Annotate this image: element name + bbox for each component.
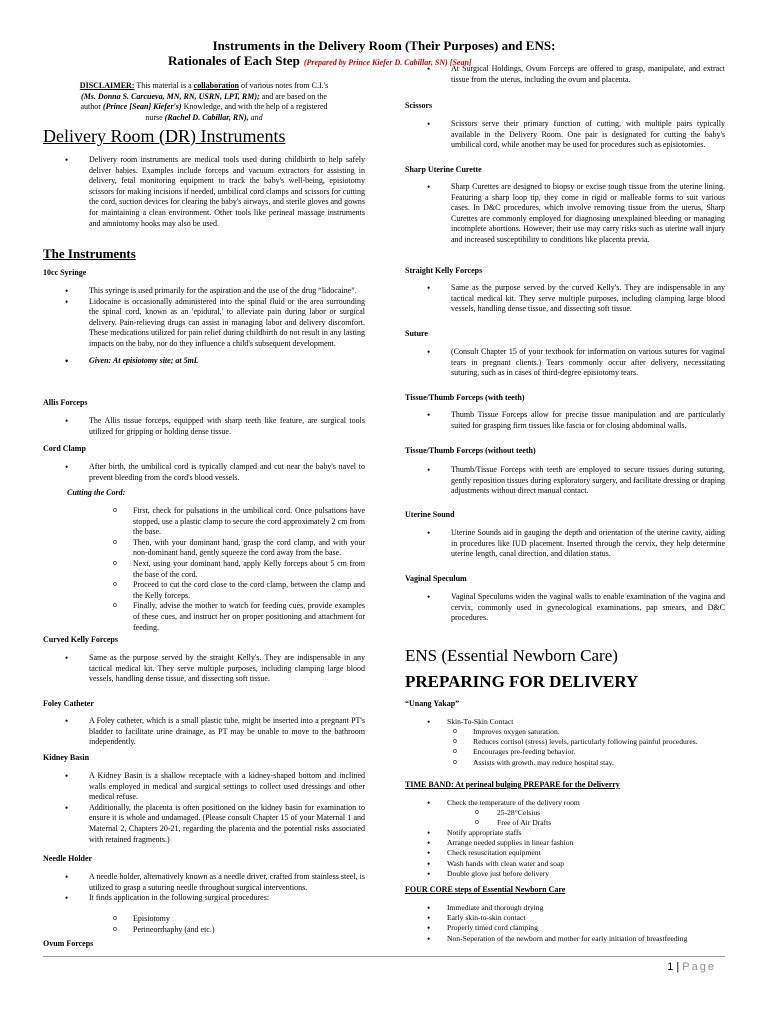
list-item: • After birth, the umbilical cord is typically clamped and cut near the baby's navel to prevent bleeding from the cord's blood vessels. xyxy=(43,462,365,483)
list-item: • Properly timed cord clamping xyxy=(405,923,725,933)
cord-clamp-list xyxy=(43,462,365,483)
suture-title: Suture xyxy=(405,329,428,338)
list-item: • (Consult Chapter 15 of your textbook for information on various sutures for vaginal tears in pregnant clients.) Tears commonly occur after delivery, necessitating suturing, such as in cases of third-degree episiotomy tears. xyxy=(405,347,725,379)
cutting-cord-label: Cutting the Cord: xyxy=(67,488,126,497)
allis-title: Allis Forceps xyxy=(43,398,88,407)
allis-list xyxy=(43,416,365,437)
timeband-list-1 xyxy=(405,798,725,808)
list-item: o 25-28°Celsius xyxy=(405,808,725,818)
timeband-sub-list xyxy=(405,808,725,828)
list-item: • Skin-To-Skin Contact xyxy=(405,717,725,727)
disclaimer: DISCLAIMER: This material is a collaboration of various notes from C.I.'s (Ms. Donna S. Carcueva, MN, RN, USRN, LPT, RM); and are based on the author (Prince [Sean] Kiefer's) Knowledge, and with the help of a registered nurse (Rachel D. Cabillar, RN), and xyxy=(79,81,329,122)
syringe-title: 10cc Syringe xyxy=(43,268,87,277)
thumb-noteeth-list xyxy=(405,465,725,497)
foley-title: Foley Catheter xyxy=(43,699,94,708)
list-item: o Free of Air Drafts xyxy=(405,818,725,828)
title-credit: (Prepared by Prince Kiefer D. Cabillar, SN) [Sean] xyxy=(303,58,472,67)
scissors-list xyxy=(405,119,725,151)
list-item: o Assists with growth. may reduce hospital stay. xyxy=(405,758,725,768)
prep-heading: PREPARING FOR DELIVERY xyxy=(405,672,639,691)
page-word: Page xyxy=(682,961,716,973)
uterine-sound-list xyxy=(405,528,725,560)
list-item: • A needle holder, alternatively known as a needle driver, crafted from stainless steel, is utilized to grasp a suturing needle throughout surgical interventions. xyxy=(43,872,365,893)
ens-heading: ENS (Essential Newborn Care) xyxy=(405,646,618,665)
speculum-list xyxy=(405,592,725,624)
list-item: o Finally, advise the mother to watch for feeding cues, provide examples of these cues, and instruct her on proper positioning and attachment for feeding. xyxy=(43,601,365,633)
syringe-list xyxy=(43,286,365,366)
list-item: • Double glove just before delivery xyxy=(405,869,725,879)
list-item: • A Kidney Basin is a shallow receptacle with a kidney-shaped bottom and inclined walls employed in medical and surgical settings to collect used dressings and other medical refuse. xyxy=(43,771,365,803)
needle-sub-list xyxy=(43,914,365,935)
list-item: • Vaginal Speculums widen the vaginal walls to enable examination of the vagina and cervix, commonly used in gynecological examinations, pap smears, and D&C procedures. xyxy=(405,592,725,624)
title-line-2: Rationales of Each Step xyxy=(168,53,300,68)
list-item: • This syringe is used primarily for the aspiration and the use of the drug “lidocaine”. xyxy=(43,286,365,297)
unang-yakap: “Unang Yakap” xyxy=(405,699,460,708)
list-item: • Sharp Curettes are designed to biopsy or excise tough tissue from the uterine lining. Featuring a sharp loop tip, they come in rigid or malleable forms to suit various cases. In D&C procedures, which involve removing tissue from the uterus, Sharp Curettes are commonly employed for diagnosing unexplained bleeding or managing incomplete abortions. However, their use may carry risks such as uterine wall injury and increased susceptibility to conditions like placenta previa. xyxy=(405,182,725,246)
instruments-heading: The Instruments xyxy=(43,246,136,261)
list-item: o Proceed to cut the cord close to the cord clamp, between the clamp and the Kelly forceps. xyxy=(43,580,365,601)
kidney-title: Kidney Basin xyxy=(43,753,90,762)
suture-list xyxy=(405,347,725,379)
needle-list xyxy=(43,872,365,904)
skin-sub-list xyxy=(405,727,725,768)
foley-list xyxy=(43,716,365,748)
list-item: • Scissors serve their primary function of cutting, with multiple pairs typically available in the Delivery Room. One pair is designated for cutting the baby's umbilical cord, while another may be used for procedures such as episiotomies. xyxy=(405,119,725,151)
list-item: • Same as the purpose served by the straight Kelly's. They are indispensable in any tactical medical kit. They serve multiple purposes, including clamping large blood vessels, handling dense tissue, and dissecting soft tissue. xyxy=(43,653,365,685)
skin-list xyxy=(405,717,725,727)
thumb-noteeth-title: Tissue/Thumb Forceps (without teeth) xyxy=(405,446,536,455)
list-item: o Improves oxygen saturation. xyxy=(405,727,725,737)
list-item: • Uterine Sounds aid in gauging the depth and orientation of the uterine cavity, aiding in procedures like IUD placement. Inserted through the cervix, they help determine uterine length, canal direction, and dilation status. xyxy=(405,528,725,560)
timeband-list-2 xyxy=(405,828,725,879)
footer-divider xyxy=(43,956,725,957)
list-item: • Arrange needed supplies in linear fashion xyxy=(405,838,725,848)
timeband-heading: TIME BAND: At perineal bulging PREPARE for the Deliverry xyxy=(405,780,620,789)
list-item: • Given: At episiotomy site; at 5mL xyxy=(43,356,365,367)
dr-heading: Delivery Room (DR) Instruments xyxy=(43,126,286,146)
list-item: o Encourages pre-feeding behavior. xyxy=(405,747,725,757)
page-separator: | xyxy=(676,961,680,973)
list-item: o First, check for pulsations in the umbilical cord. Once pulsations have stopped, use a plastic clamp to secure the cord approximately 2 cm from the base. xyxy=(43,506,365,538)
cutting-cord-steps xyxy=(43,506,365,633)
list-item: • Additionally, the placenta is often positioned on the kidney basin for examination to ensure it is whole and undamaged. (Please consult Chapter 15 of your Maternal 1 and Maternal 2, Chapters 20-21, regarding the placenta and the potential risks associated with retained fragments.) xyxy=(43,803,365,845)
list-item: • Thumb/Tissue Forceps with teeth are employed to secure tissues during suturing, gently reposition tissues during exploratory surgery, and facilitate dressing or draping adjustments without direct manual contact. xyxy=(405,465,725,497)
straight-kelly-list xyxy=(405,283,725,315)
list-item: • At Surgical Holdings, Ovum Forceps are offered to grasp, manipulate, and extract tissue from the uterus, including the ovum and placenta. xyxy=(405,64,725,85)
list-item: • Wash hands with clean water and soap xyxy=(405,859,725,869)
title-line-1: Instruments in the Delivery Room (Their Purposes) and ENS: xyxy=(212,38,556,53)
list-item: o Reduces cortisol (stress) levels, particularly following painful procedures. xyxy=(405,737,725,747)
list-item: • The Allis tissue forceps, equipped with sharp teeth like feature, are surgical tools utilized for gripping or holding dense tissue. xyxy=(43,416,365,437)
curved-kelly-list xyxy=(43,653,365,685)
uterine-sound-title: Uterine Sound xyxy=(405,510,455,519)
thumb-teeth-list xyxy=(405,410,725,431)
disclaimer-label: DISCLAIMER: xyxy=(79,81,135,90)
list-item: • Notify appropriate staffs xyxy=(405,828,725,838)
list-item: • It finds application in the following surgical procedures: xyxy=(43,893,365,904)
list-item: • Thumb Tissue Forceps allow for precise tissue manipulation and are particularly suited for grasping firm tissues like fascia or for closing abdominal walls. xyxy=(405,410,725,431)
straight-kelly-title: Straight Kelly Forceps xyxy=(405,266,483,275)
cord-clamp-title: Cord Clamp xyxy=(43,444,86,453)
list-item: o Then, with your dominant hand, grasp the cord clamp, and with your non-dominant hand, gently squeeze the cord away from the base. xyxy=(43,538,365,559)
kidney-list xyxy=(43,771,365,845)
list-item: • Early skin-to-skin contact xyxy=(405,913,725,923)
curved-kelly-title: Curved Kelly Forceps xyxy=(43,635,118,644)
page-footer xyxy=(667,961,716,973)
curette-title: Sharp Uterine Curette xyxy=(405,165,482,174)
list-item: • Same as the purpose served by the curved Kelly's. They are indispensable in any tactical medical kit. They serve multiple purposes, including clamping large blood vessels, handling dense tissue, and dissecting soft tissue. xyxy=(405,283,725,315)
curette-list xyxy=(405,182,725,246)
list-item: o Perineorrhaphy (and etc.) xyxy=(43,925,365,936)
list-item: • A Foley catheter, which is a small plastic tube, might be inserted into a pregnant PT's bladder to facilitate urine drainage, as PT may be unable to move to the bathroom independently. xyxy=(43,716,365,748)
core-heading: FOUR CORE steps of Essential Newborn Care xyxy=(405,885,566,894)
list-item: • Non-Seperation of the newborn and mother for early initiation of breastfeeding xyxy=(405,934,725,944)
list-item: • Check the temperature of the delivery room xyxy=(405,798,725,808)
dr-intro-list xyxy=(43,155,365,229)
ovum-list xyxy=(405,64,725,85)
speculum-title: Vaginal Speculum xyxy=(405,574,467,583)
list-item: • Lidocaine is occasionally administered into the spinal fluid or the area surrounding the spinal cord, known as an 'epidural,' to alleviate pain during labor or surgical delivery. Pain-relieving drugs can assist in managing labor and delivery discomfort. These medications utilized for pain relief during childbirth do not result in any lasting impacts on the baby, nor do they influence a child's subsequent development. xyxy=(43,297,365,350)
list-item: • Immediate and thorough drying xyxy=(405,903,725,913)
page-number: 1 xyxy=(667,961,674,973)
list-item: • Check resuscitation equipment xyxy=(405,848,725,858)
ovum-title: Ovum Forceps xyxy=(43,939,94,948)
dr-intro: • Delivery room instruments are medical tools used during childbirth to help safely deliver babies. Examples include forceps and vacuum extractors for assisting in delivery, fetal monitoring equipment to track the baby's well-being, episiotomy scissors for making incisions if needed, umbilical cord clamps and scissors for cutting the cord, suction devices for clearing the baby's airways, and sterile gloves and gowns for maintaining a clean environment. Other tools like perineal massage instruments and amniotomy hooks may also be used. xyxy=(43,155,365,229)
scissors-title: Scissors xyxy=(405,101,433,110)
needle-title: Needle Holder xyxy=(43,854,93,863)
core-list xyxy=(405,903,725,944)
list-item: o Next, using your dominant hand, apply Kelly forceps about 5 cm from the base of the cord. xyxy=(43,559,365,580)
list-item: o Episiotomy xyxy=(43,914,365,925)
thumb-teeth-title: Tissue/Thumb Forceps (with teeth) xyxy=(405,393,525,402)
